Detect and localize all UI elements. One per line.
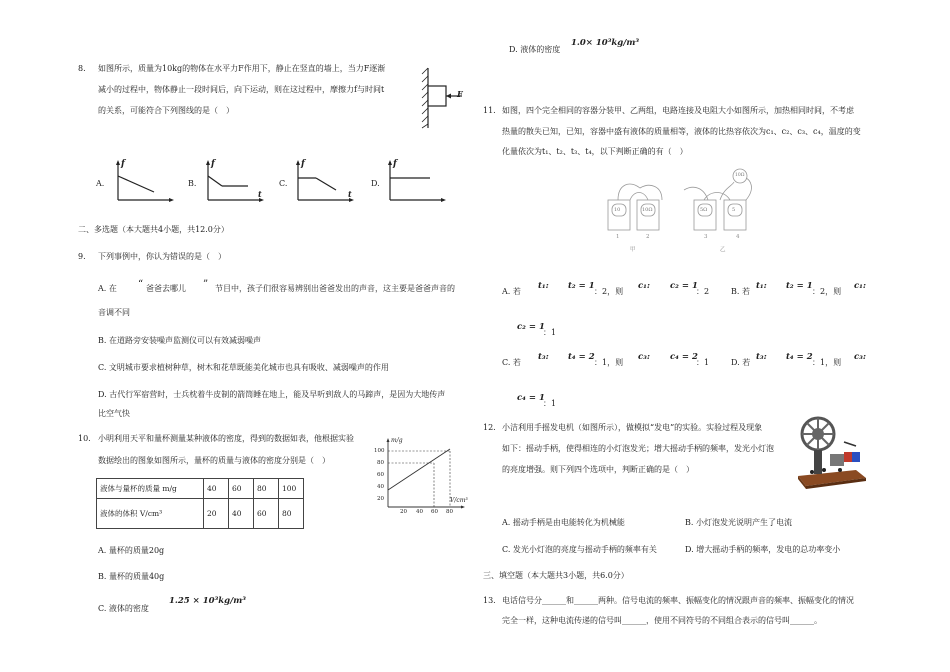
q11-line2: 热量的散失已知，已知，容器中盛有液体的质量相等，液体的比热容依次为c₁、c₂、c₃、c₄，温度的变	[502, 127, 861, 136]
q11-option-a-m4: c₂ = 1	[670, 281, 698, 291]
q10-graph-ytick: 20	[377, 496, 384, 502]
q9-number: 9.	[78, 252, 86, 261]
table-cell: 60	[254, 499, 279, 529]
section-2-title: 二、多选题（本大题共4小题，共12.0分）	[78, 225, 229, 234]
q12-line1: 小洁利用手摇发电机（如图所示），做模拟“发电”的实验。实验过程及现象	[502, 423, 763, 432]
q8-line1: 如图所示，质量为10kg的物体在水平力F作用下，静止在竖直的墙上，当力F逐渐	[98, 64, 386, 73]
q11-option-d-m2: t₄ = 2	[786, 352, 813, 362]
q11-option-c-m2: t₄ = 2	[568, 352, 595, 362]
q11-option-b-sep: ：2，则	[812, 287, 842, 296]
q12-line2: 如下：摇动手柄，使得相连的小灯泡发光；增大摇动手柄的频率，发光小灯泡	[502, 444, 774, 453]
q10-option-c-prefix: C. 液体的密度	[98, 604, 149, 613]
q11-number: 11.	[483, 106, 496, 115]
q8-option-b-label: B.	[188, 179, 197, 188]
q13-line2: 完全一样，这种电流传递的信号叫______，使用不同符号的不同组合表示的信号叫______。	[502, 616, 822, 625]
q11-option-b-m3: c₁:	[854, 281, 867, 291]
q11-option-a-label: A. 若	[502, 287, 521, 296]
q8-number: 8.	[78, 64, 86, 73]
q11-fig-n2: 2	[646, 234, 650, 240]
q9-option-b: B. 在道路旁安装噪声监测仪可以有效减弱噪声	[98, 336, 261, 345]
q11-option-d-sep: ：1，则	[812, 358, 842, 367]
q10-graph-xlabel: V/cm³	[450, 497, 468, 504]
q10-graph-xtick: 60	[431, 509, 438, 515]
q11-fig-group-jia: 甲	[630, 247, 636, 253]
q12-option-a: A. 摇动手柄是由电能转化为机械能	[502, 518, 625, 527]
q10-option-a: A. 量杯的质量20g	[98, 546, 165, 555]
q8-line3: 的关系，可能符合下列图线的是（ ）	[98, 106, 234, 115]
table-cell: 80	[279, 499, 304, 529]
q9-option-a-close-quote: ”	[203, 279, 209, 290]
q8-line2: 减小的过程中，物体静止一段时间后，向下运动，则在这过程中，摩擦力f与时间t	[98, 85, 385, 94]
q10-line2: 数据绘出的图象如图所示，量杯的质量与液体的密度分别是（ ）	[98, 456, 330, 465]
q11-option-d-m3: c₃:	[854, 352, 867, 362]
q12-line3: 的亮度增强。则下列四个选项中，判断正确的是（ ）	[502, 465, 694, 474]
q9-option-a-rest: 节目中，孩子们很容易辨别出爸爸发出的声音，这主要是爸爸声音的	[215, 284, 455, 293]
q11-fig-top: 10Ω	[735, 173, 745, 178]
q9-option-a-prefix: A. 在	[98, 284, 117, 293]
q8-force-label: F	[457, 89, 463, 99]
q11-option-c-m1: t₃:	[538, 352, 549, 362]
q9-option-a-title: 爸爸去哪儿	[146, 284, 186, 293]
table-cell: 20	[204, 499, 229, 529]
q11-option-a-m3: c₁:	[638, 281, 651, 291]
q10-graph-ytick: 40	[377, 484, 384, 490]
q11-option-d-label: D. 若	[731, 358, 751, 367]
q8-d-ylabel: f	[393, 159, 397, 169]
q12-option-c: C. 发光小灯泡的亮度与摇动手柄的频率有关	[502, 545, 657, 554]
q11-option-d-m4: c₄ = 1	[517, 393, 545, 403]
q8-b-xlabel: t	[258, 189, 262, 199]
q11-option-b-m1: t₁:	[756, 281, 767, 291]
q11-option-c-label: C. 若	[502, 358, 521, 367]
q8-c-xlabel: t	[348, 189, 352, 199]
q9-option-a-line2: 音调不同	[98, 308, 130, 317]
q10-number: 10.	[78, 434, 91, 443]
q9-option-d-line2: 比空气快	[98, 409, 130, 418]
q11-fig-r1: 10	[614, 207, 621, 213]
q8-b-ylabel: f	[211, 159, 215, 169]
q11-line3: 化量依次为t₁、t₂、t₃、t₄，以下判断正确的有（ ）	[502, 147, 688, 156]
q8-option-d-label: D.	[371, 179, 380, 188]
table-cell: 40	[204, 479, 229, 499]
q9-option-a-open-quote: “	[138, 279, 144, 290]
q12-number: 12.	[483, 423, 496, 432]
table-cell: 100	[279, 479, 304, 499]
section-3-title: 三、填空题（本大题共3小题，共6.0分）	[483, 571, 629, 580]
q11-fig-n3: 3	[704, 234, 708, 240]
table-cell: 60	[229, 479, 254, 499]
q11-option-b-end: ：1	[543, 328, 557, 337]
q10-graph-ylabel: m/g	[391, 437, 403, 444]
q11-option-d-m1: t₃:	[756, 352, 767, 362]
q11-fig-r3: 5Ω	[700, 207, 708, 213]
q11-fig-group-yi: 乙	[720, 247, 726, 253]
q11-option-a-m1: t₁:	[538, 281, 549, 291]
q11-option-c-m3: c₃:	[638, 352, 651, 362]
q11-option-b-label: B. 若	[731, 287, 750, 296]
q10-data-table	[96, 478, 304, 529]
q11-fig-n1: 1	[616, 234, 620, 240]
q11-option-a-sep: ：2，则	[594, 287, 624, 296]
q9-option-d-line1: D. 古代行军宿营时，士兵枕着牛皮制的箭筒睡在地上，能及早听到敌人的马蹄声，是因为大地传声	[98, 390, 446, 399]
q10-graph-xtick: 80	[446, 509, 453, 515]
q8-c-ylabel: f	[301, 159, 305, 169]
q10-graph-ytick: 60	[377, 472, 384, 478]
table-row	[97, 479, 304, 499]
q10-option-c-value: 1.25 × 10³kg/m³	[169, 596, 246, 606]
table-row-header: 液体的体积 V/cm³	[97, 499, 204, 529]
q11-fig-r2: 10Ω	[642, 207, 653, 213]
q11-option-c-end: ：1	[696, 358, 710, 367]
q11-containers-circuit-figure	[600, 168, 770, 260]
q13-number: 13.	[483, 596, 496, 605]
table-cell: 80	[254, 479, 279, 499]
q10-option-d-prefix: D. 液体的密度	[509, 45, 561, 54]
q11-option-d-end: ：1	[543, 399, 557, 408]
table-row-header: 液体与量杯的质量 m/g	[97, 479, 204, 499]
q11-option-c-sep: ：1，则	[594, 358, 624, 367]
q11-fig-n4: 4	[736, 234, 740, 240]
q8-option-c-label: C.	[279, 179, 288, 188]
q12-option-d: D. 增大摇动手柄的频率，发电的总功率变小	[685, 545, 841, 554]
q11-option-b-m2: t₂ = 1	[786, 281, 813, 291]
q10-line1: 小明利用天平和量杯测量某种液体的密度，得到的数据如表，他根据实验	[98, 434, 354, 443]
q8-a-ylabel: f	[121, 159, 125, 169]
q9-stem: 下列事例中，你认为错误的是（ ）	[98, 252, 226, 261]
q10-graph-xtick: 20	[400, 509, 407, 515]
q8-option-a-label: A.	[96, 179, 105, 188]
q11-option-a-m2: t₂ = 1	[568, 281, 595, 291]
q11-option-a-end: ：2	[696, 287, 710, 296]
q11-option-b-m4: c₂ = 1	[517, 322, 545, 332]
q10-graph-ytick: 100	[374, 448, 385, 454]
q10-option-d-value: 1.0× 10³kg/m³	[571, 38, 640, 48]
table-cell: 40	[229, 499, 254, 529]
q13-line1: 电话信号分______和______两种。信号电流的频率、振幅变化的情况跟声音的频率、振幅变化的情况	[502, 596, 854, 605]
q10-graph-xtick: 40	[416, 509, 423, 515]
q9-option-c: C. 文明城市要求植树种草，树木和花草既能美化城市也具有吸收、减弱噪声的作用	[98, 363, 389, 372]
q11-line1: 如图，四个完全相同的容器分装甲、乙两组，电路连接及电阻大小如图所示，加热相同时间，不考虑	[502, 106, 854, 115]
q10-option-b: B. 量杯的质量40g	[98, 572, 165, 581]
q12-hand-generator-image	[794, 412, 868, 490]
q12-option-b: B. 小灯泡发光说明产生了电流	[685, 518, 792, 527]
table-row	[97, 499, 304, 529]
q11-option-c-m4: c₄ = 2	[670, 352, 698, 362]
q11-fig-r4: 5	[732, 207, 736, 213]
q10-graph-ytick: 80	[377, 460, 384, 466]
